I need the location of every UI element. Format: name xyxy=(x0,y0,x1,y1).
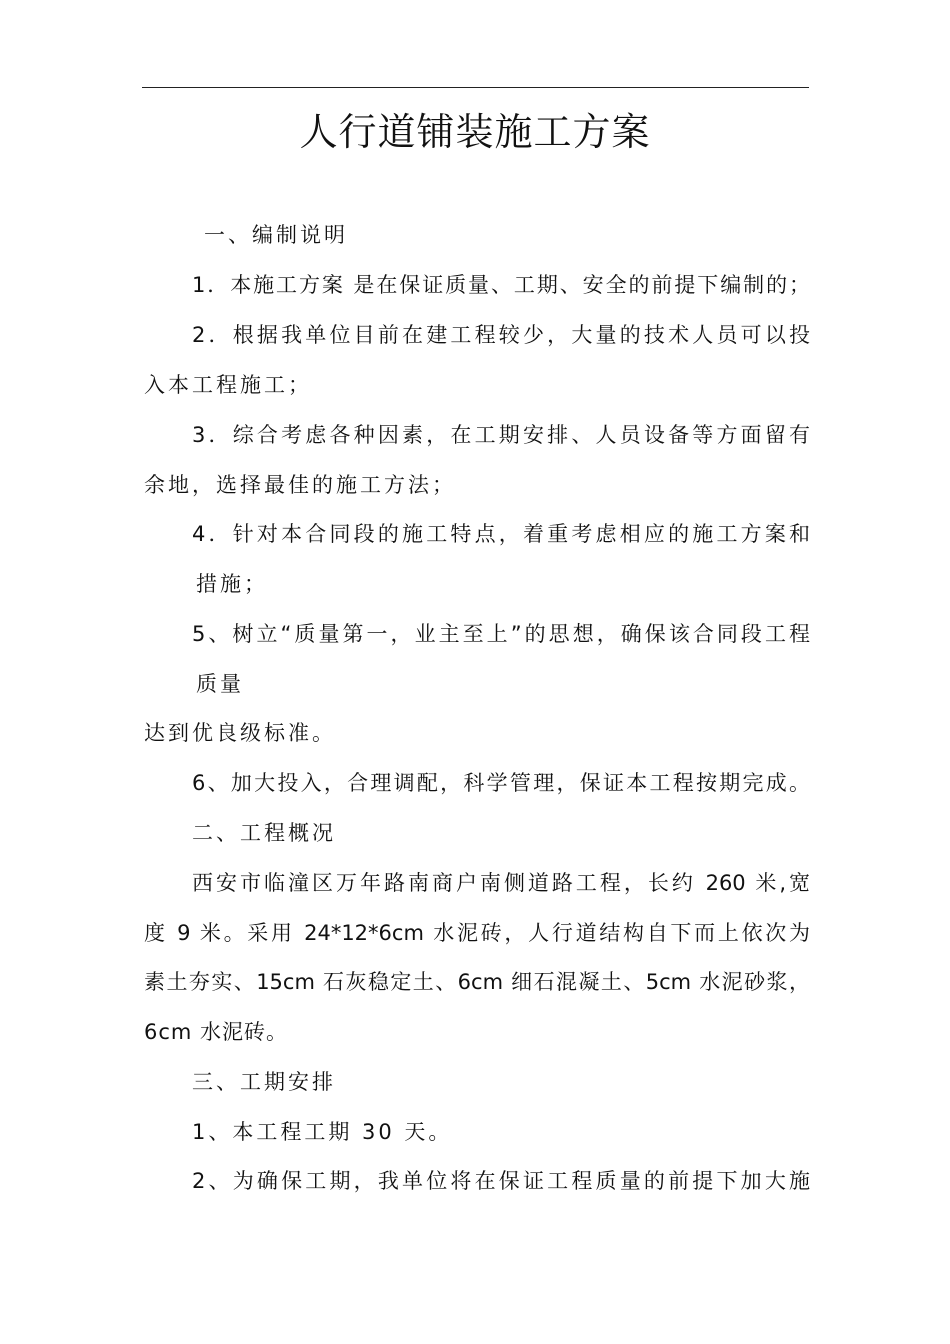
paragraph-line: 措施； xyxy=(196,572,268,596)
section-heading-1: 一、编制说明 xyxy=(204,223,348,247)
paragraph-line: 素土夯实、15cm 石灰稳定土、6cm 细石混凝土、5cm 水泥砂浆， xyxy=(144,970,810,994)
paragraph-line: 达到优良级标准。 xyxy=(144,721,336,745)
paragraph-line: 6、加大投入，合理调配，科学管理，保证本工程按期完成。 xyxy=(192,771,810,795)
paragraph-line: 余地，选择最佳的施工方法； xyxy=(144,473,456,497)
header-rule xyxy=(142,87,809,88)
document-title: 人行道铺装施工方案 xyxy=(299,110,651,154)
paragraph-line: 西安市临潼区万年路南商户南侧道路工程，长约 260 米,宽 xyxy=(192,871,810,895)
paragraph-line: 入本工程施工； xyxy=(144,373,312,397)
paragraph-line: 4．针对本合同段的施工特点，着重考虑相应的施工方案和 xyxy=(192,522,810,546)
section-heading-2: 二、工程概况 xyxy=(192,821,336,845)
paragraph-line: 6cm 水泥砖。 xyxy=(144,1020,289,1044)
section-heading-3: 三、工期安排 xyxy=(192,1070,336,1094)
paragraph-line: 3．综合考虑各种因素，在工期安排、人员设备等方面留有 xyxy=(192,423,810,447)
paragraph-line: 5、树立“质量第一，业主至上”的思想，确保该合同段工程 xyxy=(192,622,810,646)
paragraph-line: 2．根据我单位目前在建工程较少，大量的技术人员可以投 xyxy=(192,323,810,347)
paragraph-line: 1、本工程工期 30 天。 xyxy=(192,1120,453,1144)
paragraph-line: 2、为确保工期，我单位将在保证工程质量的前提下加大施 xyxy=(192,1169,810,1193)
paragraph-line: 度 9 米。采用 24*12*6cm 水泥砖，人行道结构自下而上依次为 xyxy=(144,921,810,945)
paragraph-line: 1．本施工方案 是在保证质量、工期、安全的前提下编制的； xyxy=(192,273,810,297)
paragraph-line: 质量 xyxy=(196,672,244,696)
